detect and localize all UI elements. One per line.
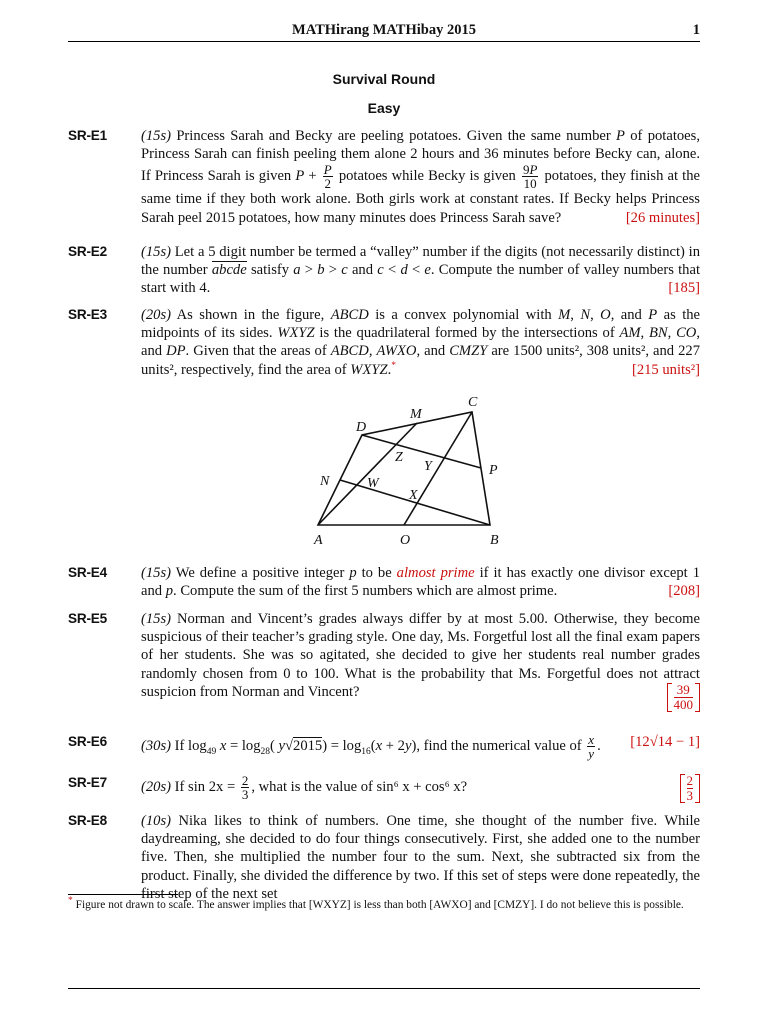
text: Nika likes to think of numbers. One time, she thought of the number five. While daydreaming, she decided to do four things consecutively. First, she added one to the number five. Then, she multiplied the number four to the sum. Next, she subtracted six from the product. Finally, she divided the difference by two. If this set of steps were done repeatedly, the first step of the next set	[141, 813, 700, 902]
problem-label: SR-E5	[68, 611, 108, 626]
footnote-text: Figure not drawn to scale. The answer implies that [WXYZ] is less than both [AWXO] and [CMZY]. I do not believe this is possible.	[75, 899, 684, 911]
text: to be	[356, 565, 397, 581]
text: satisfy	[246, 262, 294, 279]
problem-body	[141, 812, 700, 903]
problem-label: SR-E6	[68, 734, 108, 749]
text: . Compute the number of valley numbers that start with 4.	[141, 262, 701, 297]
label-d: D	[356, 420, 367, 435]
emphasis: almost prime	[396, 565, 475, 581]
text: is the quadrilateral formed by the intersections of	[314, 325, 620, 342]
footnote-mark: *	[68, 896, 73, 907]
segment-co	[404, 412, 472, 525]
problem-label: SR-E8	[68, 813, 108, 828]
answer: [12√14 − 1]	[630, 734, 700, 750]
label-m: M	[410, 407, 422, 422]
label-a: A	[314, 533, 323, 548]
fraction: $\frac{x}{y}$	[588, 732, 595, 761]
quadrilateral-figure	[300, 390, 510, 550]
fraction: $\frac{2}{3}$	[241, 773, 249, 802]
label-b: B	[490, 533, 499, 548]
problem-body: (15s) Princess Sarah and Becky are peeling potatoes. Given the same number P of potatoes, Princess Sarah can finish peeling them alone 2 hours and 36 minutes before Becky can, alone. If Princess Sarah is given P + $\frac{P}{2}$ potatoes while Becky is given $\frac{9P}{10}$ potatoes, they finish at the same time if they both work alone. Both girls work at constant rates. If Becky helps Princess Sarah peel 2015 potatoes, how many minutes does Princess Sarah save? [26 minutes]	[141, 128, 701, 226]
footnote-rule	[68, 894, 178, 895]
answer: [185]	[668, 280, 700, 297]
text: of potatoes, Princess Sarah can finish peeling them alone 2 hours and 36 minutes before Becky can, alone. If Princess Sarah is given	[141, 128, 700, 185]
text: is a convex polynomial with	[368, 307, 559, 323]
label-z: Z	[395, 450, 403, 465]
time-limit: (30s)	[141, 737, 171, 754]
fraction: $\frac{P}{2}$	[323, 162, 332, 192]
time-limit: (15s)	[141, 565, 171, 581]
header-rule	[68, 41, 700, 42]
problem-label: SR-E2	[68, 244, 108, 259]
page-header	[68, 22, 700, 42]
problem-e1	[68, 127, 700, 227]
text: . Compute the sum of the first 5 numbers which are almost prime.	[173, 583, 558, 600]
fraction: $\frac{9P}{10}$	[522, 162, 538, 192]
text: If log	[174, 737, 207, 754]
answer-denominator: 3	[686, 788, 693, 803]
problem-body	[141, 610, 700, 712]
problem-body: (20s) As shown in the figure, ABCD is a convex polynomial with M, N, O, and P as the midpoints of its sides. WXYZ is the quadrilateral formed by the intersections of AM, BN, CO, and DP. Given that the areas of ABCD, AWXO, and CMZY are 1500 units², 308 units², and 227 units², respectively, find the area of WXYZ.* [215 units²]	[141, 307, 701, 378]
time-limit: (10s)	[141, 813, 171, 829]
label-o: O	[400, 533, 411, 548]
quadrilateral-abcd	[318, 412, 490, 525]
answer	[667, 683, 701, 717]
text: Norman and Vincent’s grades always differ by at most 5.00. Otherwise, they become suspicious of their teacher’s grading style. One day, Ms. Forgetful lost all the final exam papers of her students. She was so agitated, she decided to give her students real number grades randomly chosen from 0 to 100. What is the probability that Ms. Forgetful does not attract suspicion from Norman and Vincent?	[141, 611, 700, 700]
problem-label: SR-E7	[68, 775, 108, 790]
text: If sin 2x =	[174, 778, 239, 795]
problem-e8	[68, 812, 700, 903]
text: if it has exactly one divisor except 1 and	[141, 565, 700, 600]
problem-e4	[68, 564, 700, 600]
answer: [26 minutes]	[625, 209, 700, 226]
problem-body: (15s) Let a 5 digit number be termed a “valley” number if the digits (not necessarily distinct) in the number abcde satisfy a > b > c and c < d < e. Compute the number of valley numbers that start with 4. [185]	[141, 244, 701, 297]
text: , find the numerical value of	[416, 737, 586, 754]
text: . Given that the areas of	[185, 343, 331, 360]
footer-rule	[68, 988, 700, 989]
problem-label: SR-E4	[68, 565, 108, 580]
text: We define a positive integer	[175, 565, 350, 581]
label-c: C	[468, 395, 478, 410]
problem-e6	[68, 733, 700, 760]
time-limit: (15s)	[141, 611, 171, 627]
text: As shown in the figure,	[176, 307, 331, 323]
label-x: X	[409, 488, 418, 503]
label-n: N	[320, 474, 330, 489]
answer-denominator: 400	[673, 696, 693, 712]
text: potatoes while Becky is given	[334, 168, 520, 185]
footnote	[68, 898, 700, 913]
problem-label: SR-E3	[68, 307, 108, 322]
text: , what is the value of sin⁶ x + cos⁶ x?	[251, 778, 468, 795]
round-level: Easy	[367, 100, 401, 116]
text: are 1500 units², 308 units², and 227 units², respectively, find the area of	[141, 343, 700, 378]
text: Princess Sarah and Becky are peeling potatoes. Given the same number	[176, 128, 617, 144]
segment-dp	[362, 435, 481, 468]
problem-e5	[68, 610, 700, 717]
time-limit: (20s)	[141, 778, 171, 795]
problem-e7	[68, 774, 700, 808]
text: and	[347, 262, 378, 279]
problem-body: (15s) We define a positive integer p to be almost prime if it has exactly one divisor except 1 and p. Compute the sum of the first 5 numbers which are almost prime. [208]	[141, 565, 700, 600]
problem-body	[141, 774, 700, 801]
label-y: Y	[424, 459, 432, 474]
answer-numerator: 2	[686, 773, 693, 788]
answer: [215 units²]	[631, 361, 700, 378]
time-limit: (15s)	[141, 128, 171, 144]
header-title: MATHirang MATHibay 2015	[292, 22, 476, 38]
problem-label: SR-E1	[68, 128, 108, 143]
text: as the midpoints of its sides.	[141, 307, 701, 342]
round-title: Survival Round	[332, 71, 436, 87]
segment-am	[318, 423, 417, 525]
problem-e3	[68, 306, 700, 379]
label-p: P	[489, 463, 498, 478]
label-w: W	[367, 476, 379, 491]
time-limit: (20s)	[141, 307, 171, 323]
problem-body: (30s) If $\log_{49} x = \log_{28}$( $y√2015) = \log_{16}(x + 2y)$, find the numerical value of $\frac{x}{y}$ . [12√14 − 1]	[141, 732, 700, 761]
answer	[680, 774, 701, 808]
text: potatoes, they finish at the same time if they both work alone. Both girls work at constant rates. If Becky helps Princess Sarah peel 2015 potatoes, how many minutes does Princess Sarah save?	[141, 168, 701, 226]
time-limit: (15s)	[141, 244, 171, 260]
answer-numerator: 39	[674, 683, 694, 698]
problem-e2	[68, 243, 700, 298]
answer: [208]	[668, 583, 700, 600]
page-number: 1	[692, 22, 700, 38]
text: Let a 5 digit number be termed a “valley” number if the digits (not necessarily distinct) in the number	[141, 244, 701, 279]
